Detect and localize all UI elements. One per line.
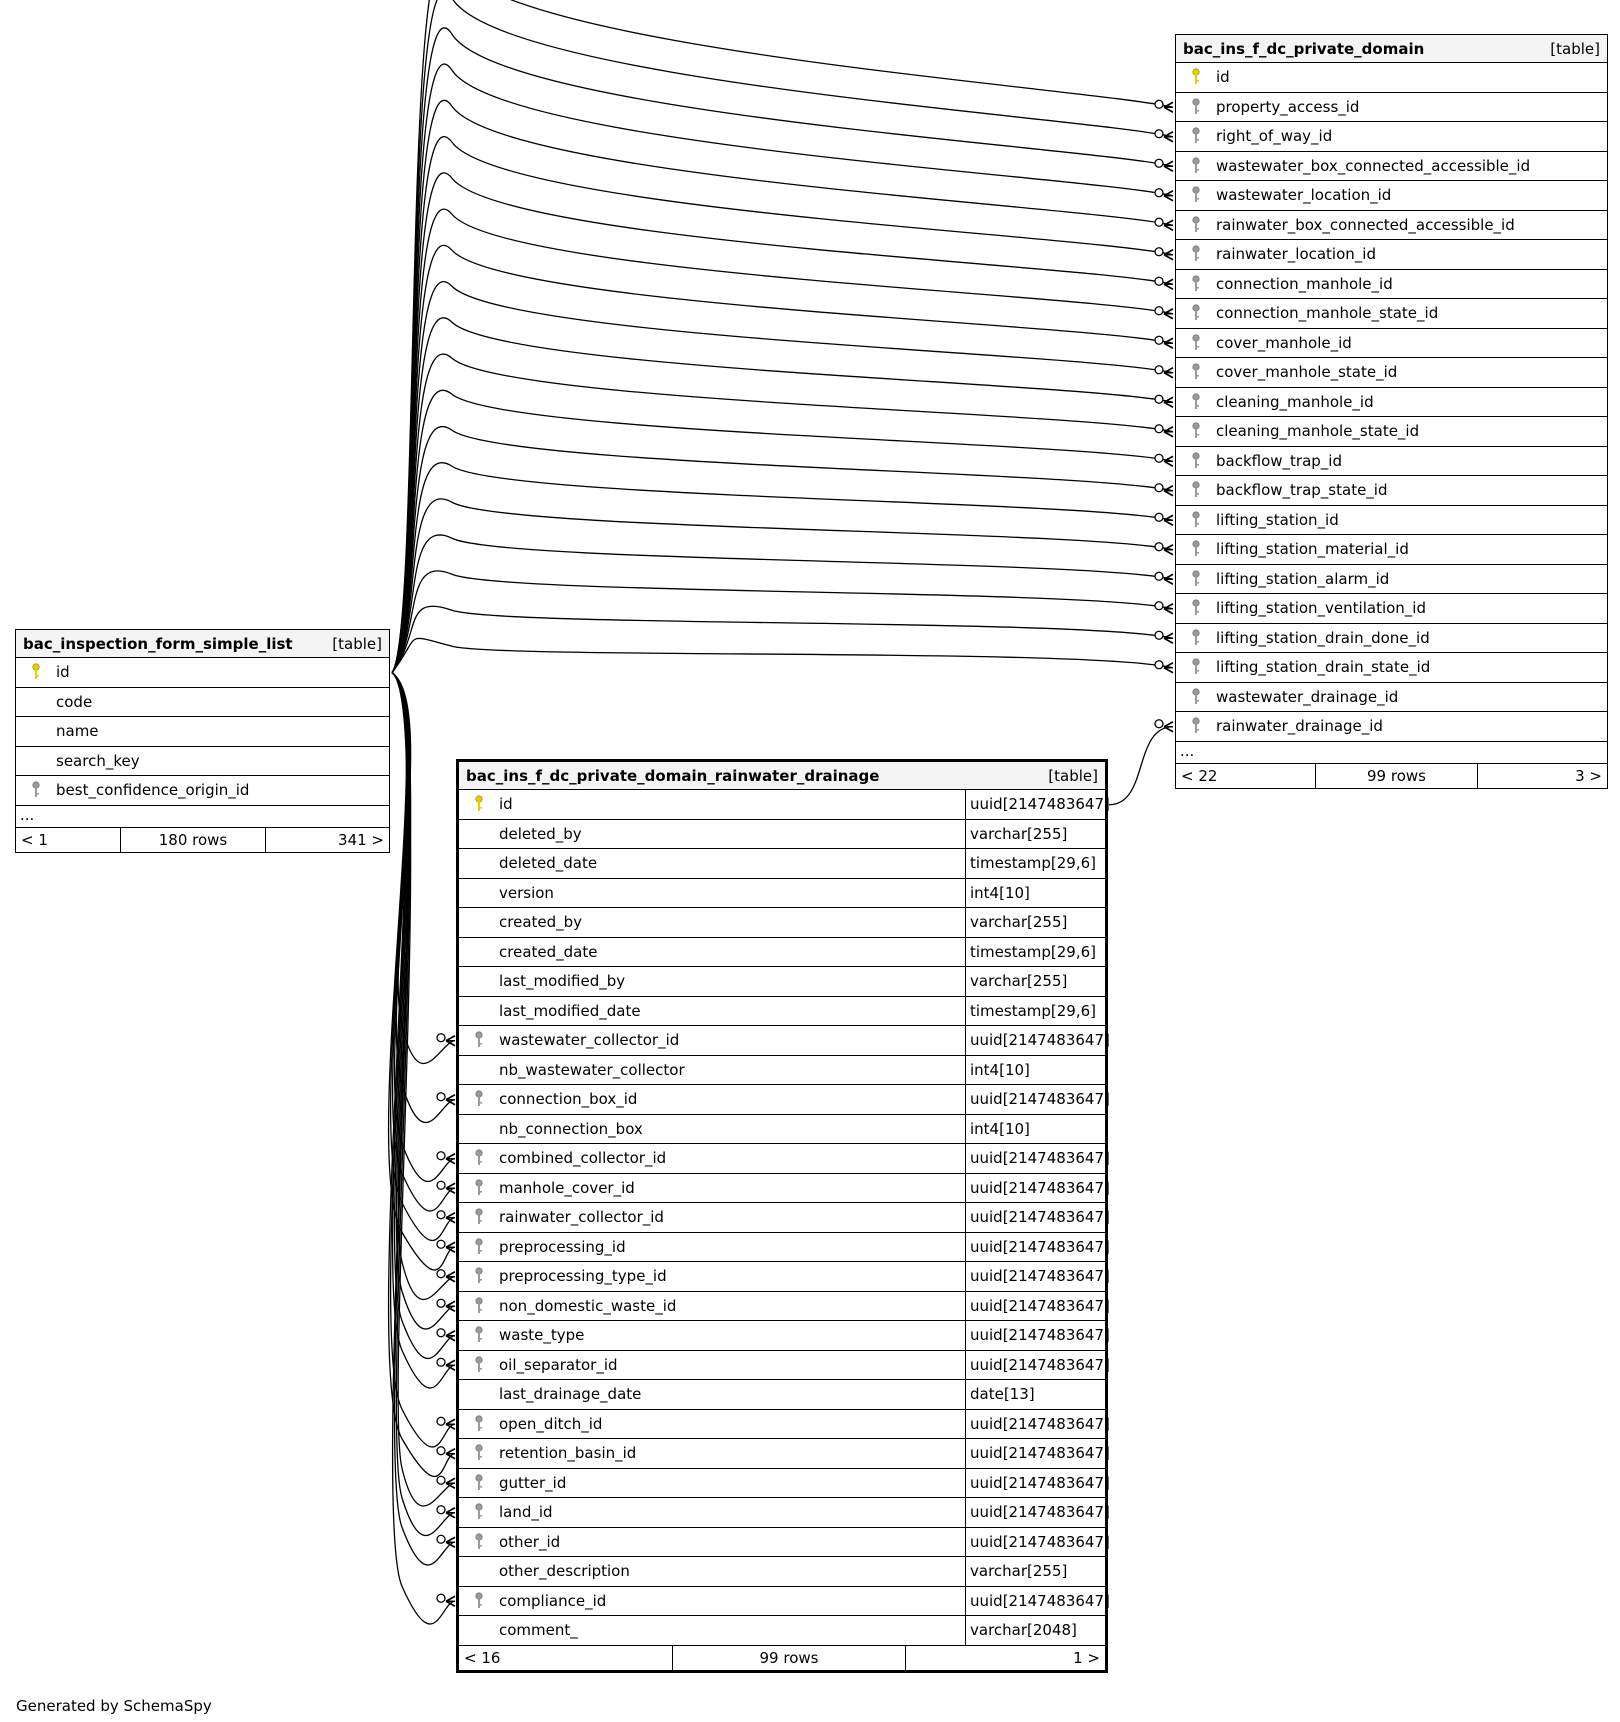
column-name: property_access_id [1216,97,1360,116]
column-name: backflow_trap_state_id [1216,481,1388,500]
column-name: id [499,795,513,814]
column-type: varchar[2048] [965,1616,1105,1645]
column-row-name[interactable] [16,717,389,747]
foreign-key-icon [459,1326,499,1344]
table-footer [16,828,389,852]
crows-foot-marker [437,1211,455,1223]
column-row-other-id[interactable] [459,1528,1110,1558]
column-name: non_domestic_waste_id [499,1296,677,1315]
column-row-id[interactable] [459,790,1110,820]
column-type: varchar[255] [965,1557,1105,1586]
column-row-deleted-date[interactable] [459,849,1105,879]
edge-simple-list-to-lifting-station-ventilation-id [392,571,1173,673]
column-name: lifting_station_material_id [1216,540,1409,559]
crows-foot-marker [437,1034,455,1046]
column-name: wastewater_drainage_id [1216,687,1399,706]
row-count: 180 rows [121,828,266,852]
column-row-rainwater-collector-id[interactable] [459,1203,1110,1233]
table-kind: [table] [332,634,382,653]
edge-simple-list-to-rainwater-location-id [392,137,1173,673]
column-name: other_id [499,1532,561,1551]
foreign-key-icon [459,1238,499,1256]
primary-key-icon [1176,68,1216,86]
column-type: varchar[255] [965,820,1105,849]
column-type: uuid[2147483647] [965,1085,1105,1114]
edge-rainwater-drainage-to-domain [1109,727,1173,805]
table-kind: [table] [1550,39,1600,58]
column-name: last_modified_date [499,1001,641,1020]
foreign-key-icon [1176,275,1216,293]
column-name: waste_type [499,1326,585,1345]
column-name: lifting_station_ventilation_id [1216,599,1426,618]
column-name: search_key [56,751,140,770]
crows-foot-marker [437,1594,455,1606]
column-row-backflow-trap-id[interactable] [1176,447,1607,477]
column-type: uuid[2147483647] [965,1587,1105,1616]
column-row-right-of-way-id[interactable] [1176,122,1607,152]
foreign-key-icon [1176,363,1216,381]
column-row-land-id[interactable] [459,1498,1110,1528]
edge-simple-list-to-property-access-id [392,0,1173,673]
column-name: manhole_cover_id [499,1178,635,1197]
column-type: uuid[2147483647] [965,790,1105,819]
column-name: last_drainage_date [499,1385,642,1404]
column-row-open-ditch-id[interactable] [459,1410,1110,1440]
column-name: oil_separator_id [499,1355,618,1374]
children-count[interactable]: 1 > [1073,1648,1100,1667]
crows-foot-marker [437,1240,455,1252]
edge-simple-list-to-right-of-way-id [392,0,1173,673]
column-type: int4[10] [965,1056,1105,1085]
column-name: compliance_id [499,1591,607,1610]
column-row-version[interactable] [459,879,1105,909]
foreign-key-icon [1176,393,1216,411]
foreign-key-icon [459,1031,499,1049]
generated-by-label: Generated by SchemaSpy [16,1697,212,1715]
edge-simple-list-to-wastewater-box-connected-accessible-id [392,28,1173,673]
column-row-rainwater-location-id[interactable] [1176,240,1607,270]
column-name: created_by [499,913,583,932]
table-bac-ins-f-dc-private-domain[interactable] [1175,34,1608,789]
column-row-connection-box-id[interactable] [459,1085,1110,1115]
column-row-last-modified-by[interactable] [459,967,1105,997]
column-name: created_date [499,942,598,961]
foreign-key-icon [1176,245,1216,263]
column-name: best_confidence_origin_id [56,781,250,800]
parents-count[interactable]: < 1 [16,828,121,852]
column-row-property-access-id[interactable] [1176,93,1607,123]
column-row-deleted-by[interactable] [459,820,1105,850]
column-row-cleaning-manhole-state-id[interactable] [1176,417,1607,447]
edge-simple-list-to-lifting-station-drain-done-id [392,606,1173,672]
column-name: combined_collector_id [499,1149,667,1168]
column-type: timestamp[29,6] [965,997,1105,1026]
children-count[interactable]: 341 > [338,830,384,849]
column-row-backflow-trap-state-id[interactable] [1176,476,1607,506]
column-name: nb_wastewater_collector [499,1060,685,1079]
more-columns-indicator: ... [1176,742,1607,764]
column-name: last_modified_by [499,972,626,991]
column-row-non-domestic-waste-id[interactable] [459,1292,1110,1322]
column-type: uuid[2147483647] [965,1321,1105,1350]
crows-foot-marker [1155,720,1173,732]
column-type: int4[10] [965,879,1105,908]
edge-simple-list-to-backflow-trap-state-id [392,427,1173,673]
row-count: 99 rows [673,1646,906,1670]
foreign-key-icon [459,1503,499,1521]
column-name: deleted_date [499,854,598,873]
foreign-key-icon [459,1208,499,1226]
foreign-key-icon [459,1090,499,1108]
column-row-wastewater-box-connected-accessible-id[interactable] [1176,152,1607,182]
foreign-key-icon [459,1444,499,1462]
edge-simple-list-to-connection-manhole-state-id [392,209,1173,673]
column-type: uuid[2147483647] [965,1498,1105,1527]
column-row-lifting-station-material-id[interactable] [1176,535,1607,565]
column-name: land_id [499,1503,553,1522]
column-type: uuid[2147483647] [965,1262,1105,1291]
column-row-manhole-cover-id[interactable] [459,1174,1110,1204]
edge-simple-list-to-cleaning-manhole-id [392,318,1173,673]
edge-simple-list-to-cover-manhole-id [392,245,1173,672]
foreign-key-icon [1176,481,1216,499]
foreign-key-icon [459,1149,499,1167]
foreign-key-icon [1176,186,1216,204]
children-count[interactable]: 3 > [1575,766,1602,785]
foreign-key-icon [1176,216,1216,234]
column-name: other_description [499,1562,630,1581]
parents-count[interactable]: < 16 [459,1646,673,1670]
column-row-id[interactable] [1176,63,1607,93]
column-name: cover_manhole_id [1216,333,1352,352]
foreign-key-icon [459,1592,499,1610]
edge-simple-list-to-connection-manhole-id [392,173,1173,673]
column-name: preprocessing_type_id [499,1267,667,1286]
column-row-cover-manhole-id[interactable] [1176,329,1607,359]
column-name: lifting_station_drain_state_id [1216,658,1431,677]
foreign-key-icon [1176,717,1216,735]
column-name: deleted_by [499,824,582,843]
table-kind: [table] [1048,766,1098,785]
column-name: wastewater_location_id [1216,186,1392,205]
foreign-key-icon [1176,540,1216,558]
column-type: uuid[2147483647] [965,1026,1105,1055]
crows-foot-marker [437,1447,455,1459]
column-name: connection_manhole_id [1216,274,1393,293]
table-name: bac_ins_f_dc_private_domain_rainwater_drainage [466,766,880,785]
column-type: timestamp[29,6] [965,849,1105,878]
column-name: id [1216,68,1230,87]
column-name: backflow_trap_id [1216,451,1342,470]
foreign-key-icon [1176,157,1216,175]
foreign-key-icon [1176,629,1216,647]
foreign-key-icon [459,1356,499,1374]
column-row-id[interactable] [16,658,389,688]
table-name: bac_inspection_form_simple_list [23,634,293,653]
table-bac-inspection-form-simple-list[interactable] [15,629,390,853]
column-name: cleaning_manhole_id [1216,392,1374,411]
edge-simple-list-to-lifting-station-material-id [392,499,1173,673]
column-name: lifting_station_drain_done_id [1216,628,1430,647]
column-type: date[13] [965,1380,1105,1409]
crows-foot-marker [437,1270,455,1282]
foreign-key-icon [459,1297,499,1315]
column-row-preprocessing-id[interactable] [459,1233,1110,1263]
column-row-combined-collector-id[interactable] [459,1144,1110,1174]
column-row-rainwater-drainage-id[interactable] [1176,712,1607,742]
column-row-nb-wastewater-collector[interactable] [459,1056,1105,1086]
crows-foot-marker [437,1476,455,1488]
edge-simple-list-to-lifting-station-drain-state-id [392,638,1173,672]
column-type: uuid[2147483647] [965,1144,1105,1173]
column-type: uuid[2147483647] [965,1528,1105,1557]
column-name: connection_box_id [499,1090,638,1109]
column-name: cover_manhole_state_id [1216,363,1398,382]
column-row-wastewater-drainage-id[interactable] [1176,683,1607,713]
column-row-connection-manhole-state-id[interactable] [1176,299,1607,329]
column-name: gutter_id [499,1473,567,1492]
column-row-lifting-station-id[interactable] [1176,506,1607,536]
crows-foot-marker [437,1358,455,1370]
column-name: wastewater_collector_id [499,1031,680,1050]
column-row-last-drainage-date[interactable] [459,1380,1105,1410]
foreign-key-icon [1176,570,1216,588]
column-name: wastewater_box_connected_accessible_id [1216,156,1531,175]
crows-foot-marker [437,1535,455,1547]
column-row-lifting-station-drain-state-id[interactable] [1176,653,1607,683]
column-name: lifting_station_alarm_id [1216,569,1390,588]
foreign-key-icon [459,1267,499,1285]
column-type: uuid[2147483647] [965,1439,1105,1468]
foreign-key-icon [1176,304,1216,322]
column-name: rainwater_collector_id [499,1208,664,1227]
foreign-key-icon [459,1415,499,1433]
column-name: id [56,663,70,682]
column-row-code[interactable] [16,688,389,718]
foreign-key-icon [1176,688,1216,706]
edge-simple-list-to-backflow-trap-id [392,390,1173,672]
column-row-best-confidence-origin-id[interactable] [16,776,389,806]
column-row-compliance-id[interactable] [459,1587,1110,1617]
table-header [459,762,1105,790]
table-header [16,630,389,658]
column-row-nb-connection-box[interactable] [459,1115,1105,1145]
column-row-lifting-station-alarm-id[interactable] [1176,565,1607,595]
foreign-key-icon [1176,599,1216,617]
column-row-wastewater-location-id[interactable] [1176,181,1607,211]
column-row-oil-separator-id[interactable] [459,1351,1110,1381]
table-footer [1176,764,1607,788]
column-type: uuid[2147483647] [965,1203,1105,1232]
foreign-key-icon [459,1533,499,1551]
crows-foot-marker [437,1506,455,1518]
column-name: connection_manhole_state_id [1216,304,1439,323]
foreign-key-icon [1176,658,1216,676]
column-row-last-modified-date[interactable] [459,997,1105,1027]
foreign-key-icon [459,1474,499,1492]
column-row-connection-manhole-id[interactable] [1176,270,1607,300]
foreign-key-icon [1176,334,1216,352]
column-name: rainwater_box_connected_accessible_id [1216,215,1515,234]
table-header [1176,35,1607,63]
column-type: uuid[2147483647] [965,1410,1105,1439]
column-type: uuid[2147483647] [965,1174,1105,1203]
crows-foot-marker [437,1299,455,1311]
primary-key-icon [16,663,56,681]
column-type: uuid[2147483647] [965,1469,1105,1498]
row-count: 99 rows [1316,764,1478,788]
column-type: timestamp[29,6] [965,938,1105,967]
column-row-preprocessing-type-id[interactable] [459,1262,1110,1292]
foreign-key-icon [1176,452,1216,470]
column-row-retention-basin-id[interactable] [459,1439,1110,1469]
more-columns-indicator: ... [16,806,389,828]
column-row-created-by[interactable] [459,908,1105,938]
table-name: bac_ins_f_dc_private_domain [1183,39,1425,58]
column-name: rainwater_location_id [1216,245,1376,264]
column-row-cleaning-manhole-id[interactable] [1176,388,1607,418]
column-name: comment_ [499,1621,578,1640]
column-row-cover-manhole-state-id[interactable] [1176,358,1607,388]
column-name: open_ditch_id [499,1414,603,1433]
column-row-rainwater-box-connected-accessible-id[interactable] [1176,211,1607,241]
foreign-key-icon [1176,511,1216,529]
column-row-created-date[interactable] [459,938,1105,968]
parents-count[interactable]: < 22 [1176,764,1316,788]
foreign-key-icon [1176,98,1216,116]
column-type: uuid[2147483647] [965,1233,1105,1262]
column-row-gutter-id[interactable] [459,1469,1110,1499]
crows-foot-marker [437,1093,455,1105]
column-type: varchar[255] [965,908,1105,937]
column-name: nb_connection_box [499,1119,643,1138]
edge-simple-list-to-lifting-station-id [392,463,1173,673]
foreign-key-icon [1176,422,1216,440]
column-row-other-description[interactable] [459,1557,1105,1587]
column-name: cleaning_manhole_state_id [1216,422,1420,441]
column-name: lifting_station_id [1216,510,1339,529]
crows-foot-marker [437,1329,455,1341]
column-row-waste-type[interactable] [459,1321,1110,1351]
column-name: code [56,692,93,711]
column-type: uuid[2147483647] [965,1292,1105,1321]
column-row-lifting-station-drain-done-id[interactable] [1176,624,1607,654]
column-type: varchar[255] [965,967,1105,996]
column-name: rainwater_drainage_id [1216,717,1383,736]
crows-foot-marker [437,1152,455,1164]
column-type: uuid[2147483647] [965,1351,1105,1380]
column-row-search-key[interactable] [16,747,389,777]
column-row-wastewater-collector-id[interactable] [459,1026,1110,1056]
table-footer [459,1646,1105,1670]
column-row-comment[interactable] [459,1616,1105,1646]
edge-simple-list-to-rainwater-box-connected-accessible-id [392,100,1173,672]
edge-simple-list-to-cover-manhole-state-id [392,282,1173,673]
foreign-key-icon [16,781,56,799]
column-type: int4[10] [965,1115,1105,1144]
column-name: name [56,722,99,741]
column-name: preprocessing_id [499,1237,626,1256]
column-row-lifting-station-ventilation-id[interactable] [1176,594,1607,624]
edge-simple-list-to-lifting-station-alarm-id [392,535,1173,673]
foreign-key-icon [1176,127,1216,145]
column-name: version [499,883,554,902]
primary-key-icon [459,795,499,813]
column-name: retention_basin_id [499,1444,637,1463]
table-bac-ins-f-dc-private-domain-rainwater-drainage[interactable] [456,759,1108,1673]
crows-foot-marker [437,1181,455,1193]
foreign-key-icon [459,1179,499,1197]
column-name: right_of_way_id [1216,127,1333,146]
crows-foot-marker [437,1417,455,1429]
